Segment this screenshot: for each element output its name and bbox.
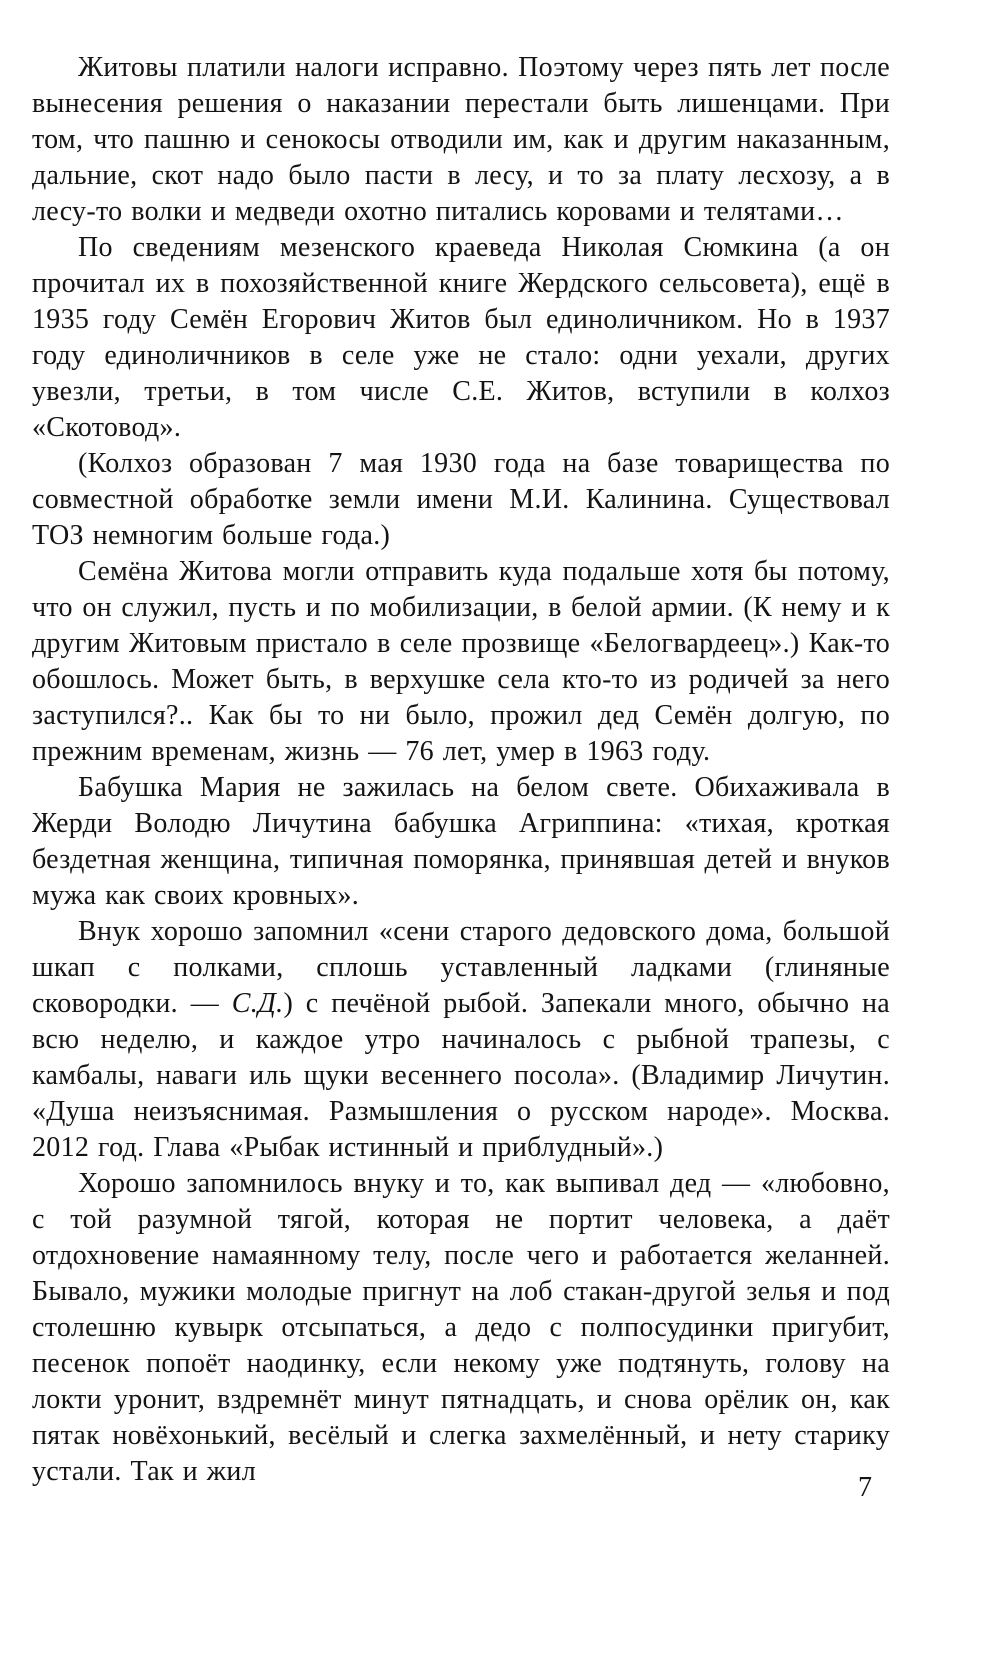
- paragraph-6-text-after: ) с печёной рыбой. Запекали много, обычно на всю неделю, и каждое утро начиналось с рыбной трапезы, с камбалы, наваги иль щуки весеннего посола». (Владимир Личутин. «Душа неизъяснимая. Размышления о русском народе». Москва. 2012 год. Глава «Рыбак истинный и приблудный».): [32, 988, 890, 1163]
- text-block: [32, 50, 890, 1490]
- page-number: 7: [858, 1472, 872, 1503]
- paragraph-6-text: Внук хорошо запомнил «сени старого дедовского дома, большой шкап с полками, сплошь уставленный ладками (глиняные сковородки. —: [32, 916, 890, 1019]
- paragraph-3: (Колхоз образован 7 мая 1930 года на базе товарищества по совместной обработке земли имени М.И. Калинина. Существовал ТОЗ немногим больше года.): [32, 448, 890, 551]
- paragraph-6: [32, 914, 890, 1166]
- paragraph-4: Семёна Житова могли отправить куда подальше хотя бы потому, что он служил, пусть и по мобилизации, в белой армии. (К нему и к другим Житовым пристало в селе прозвище «Белогвардеец».) Как-то обошлось. Может быть, в верхушке села кто-то из родичей за него заступился?.. Как бы то ни было, прожил дед Семён долгую, по прежним временам, жизнь — 76 лет, умер в 1963 году.: [32, 556, 890, 767]
- paragraph-5: Бабушка Мария не зажилась на белом свете. Обихаживала в Жерди Володю Личутина бабушка Агриппина: «тихая, кроткая бездетная женщина, типичная поморянка, принявшая детей и внуков мужа как своих кровных».: [32, 772, 890, 911]
- paragraph-1: Житовы платили налоги исправно. Поэтому через пять лет после вынесения решения о наказании перестали быть лишенцами. При том, что пашню и сенокосы отводили им, как и другим наказанным, дальние, скот надо было пасти в лесу, и то за плату лесхозу, а в лесу-то волки и медведи охотно питались коровами и телятами…: [32, 52, 890, 227]
- paragraph-7: Хорошо запомнилось внуку и то, как выпивал дед — «любовно, с той разумной тягой, которая не портит человека, а даёт отдохновение намаянному телу, после чего и работается желанней. Бывало, мужики молодые пригнут на лоб стакан-другой зелья и под столешню кувырк отсыпаться, а дедо с полпосудинки пригубит, песенок попоёт наодинку, если некому уже подтянуть, голову на локти уронит, вздремнёт минут пятнадцать, и снова орёлик он, как пятак новёхонький, весёлый и слегка захмелённый, и нету старику устали. Так и жил: [32, 1168, 890, 1487]
- paragraph-2: По сведениям мезенского краеведа Николая Сюмкина (а он прочитал их в похозяйственной книге Жердского сельсовета), ещё в 1935 году Семён Егорович Житов был единоличником. Но в 1937 году единоличников в селе уже не стало: одни уехали, других увезли, третьи, в том числе С.Е. Житов, вступили в колхоз «Скотовод».: [32, 232, 890, 443]
- paragraph-6-italic-initials: С.Д.: [231, 988, 284, 1019]
